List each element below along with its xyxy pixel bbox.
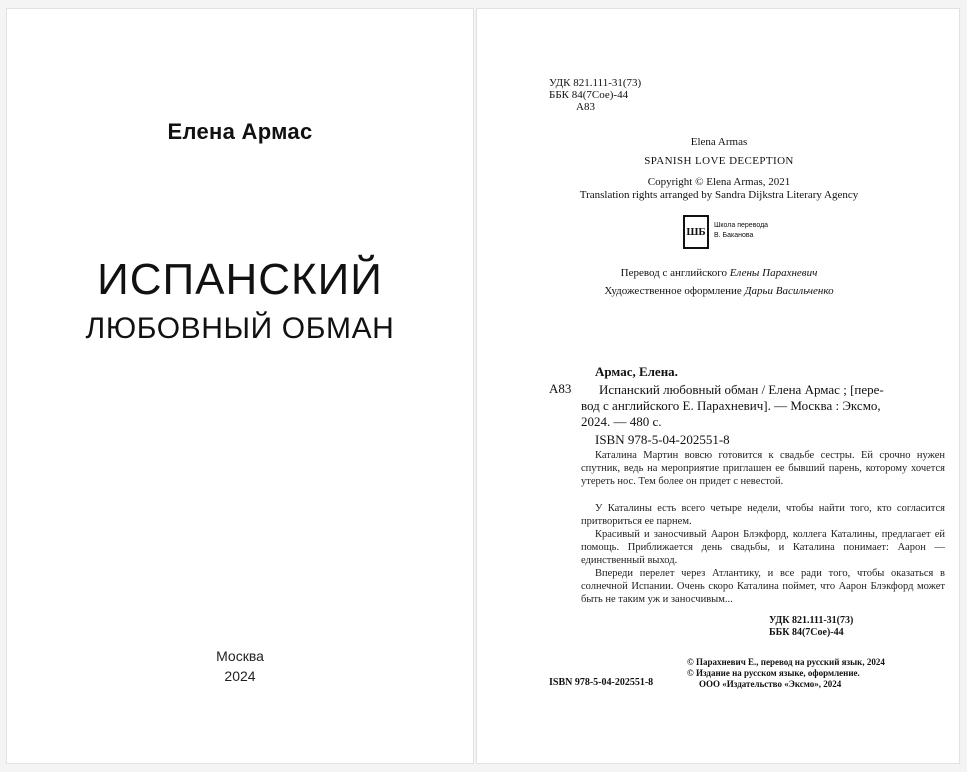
translator-credit (477, 267, 961, 280)
copyright-publisher: ООО «Издательство «Эксмо», 2024 (699, 679, 842, 689)
left-page (6, 8, 474, 764)
bbk-code-top: ББК 84(7Сое)-44 (549, 89, 629, 101)
translation-rights: Translation rights arranged by Sandra Dijkstra Literary Agency (579, 189, 859, 201)
designer-name: Дарьи Васильченко (744, 285, 834, 297)
imprint-block (477, 9, 961, 765)
bbk-code-bottom: ББК 84(7Сое)-44 (769, 627, 844, 638)
publisher-city: Москва (216, 648, 264, 664)
copyright-edition: © Издание на русском языке, оформление. (687, 668, 860, 678)
biblio-description-line3: 2024. — 480 с. (581, 414, 662, 429)
translator-prefix: Перевод с английского (620, 267, 730, 279)
annotation-paragraph: Впереди перелет через Атлантику, и все ради того, чтобы оказаться в солнечной Испании. Очень скоро Каталина поймет, что Аарон Блэкфорд может быть не таким уж и заносчивым... (581, 568, 945, 606)
biblio-code: А83 (549, 381, 572, 396)
biblio-isbn: ISBN 978-5-04-202551-8 (595, 432, 730, 447)
biblio-description-line1: Испанский любовный обман / Елена Армас ; [пере- (599, 382, 884, 397)
publication-year: 2024 (224, 668, 256, 684)
udk-code-top: УДК 821.111-31(73) (549, 77, 642, 89)
logo-mark-icon: ШБ (683, 215, 709, 249)
designer-credit (477, 285, 961, 298)
annotation-paragraph: У Каталины есть всего четыре недели, чтобы найти того, кто согласится притвориться ее парнем. (581, 503, 945, 528)
annotation-paragraph: Каталина Мартин вовсю готовится к свадьбе сестры. Ей срочно нужен спутник, ведь на мероприятие приглашен ее бывший парень, которому хочется утереть нос. Тем более он придет с невестой. (581, 450, 945, 488)
original-copyright: Copyright © Elena Armas, 2021 (647, 176, 791, 188)
book-title-line1: ИСПАНСКИЙ (97, 255, 383, 304)
designer-prefix: Художественное оформление (604, 285, 745, 297)
logo-text-line1: Школа перевода (714, 222, 769, 229)
author-code-top: А83 (576, 101, 595, 113)
isbn-bottom: ISBN 978-5-04-202551-8 (549, 677, 654, 688)
biblio-description-line2: вод с английского Е. Парахневич]. — Москва : Эксмо, (581, 398, 881, 413)
copyright-translation: © Парахневич Е., перевод на русский язык, 2024 (687, 657, 885, 667)
right-page (476, 8, 960, 764)
logo-text (714, 221, 768, 241)
author-name: Елена Армас (167, 119, 313, 144)
book-title-line2: ЛЮБОВНЫЙ ОБМАН (85, 312, 395, 345)
udk-code-bottom: УДК 821.111-31(73) (769, 615, 854, 626)
translator-name: Елены Парахневич (729, 267, 818, 279)
original-title: SPANISH LOVE DECEPTION (644, 155, 794, 167)
original-author: Elena Armas (690, 136, 748, 148)
logo-text-line2: В. Баканова (714, 232, 754, 239)
biblio-author: Армас, Елена. (595, 364, 678, 379)
annotation-paragraph: Красивый и заносчивый Аарон Блэкфорд, коллега Каталины, предлагает ей помощь. Приближается день свадьбы, и Каталина понимает: Аарон — единственный выход. (581, 529, 945, 567)
translation-school-logo (683, 215, 767, 251)
